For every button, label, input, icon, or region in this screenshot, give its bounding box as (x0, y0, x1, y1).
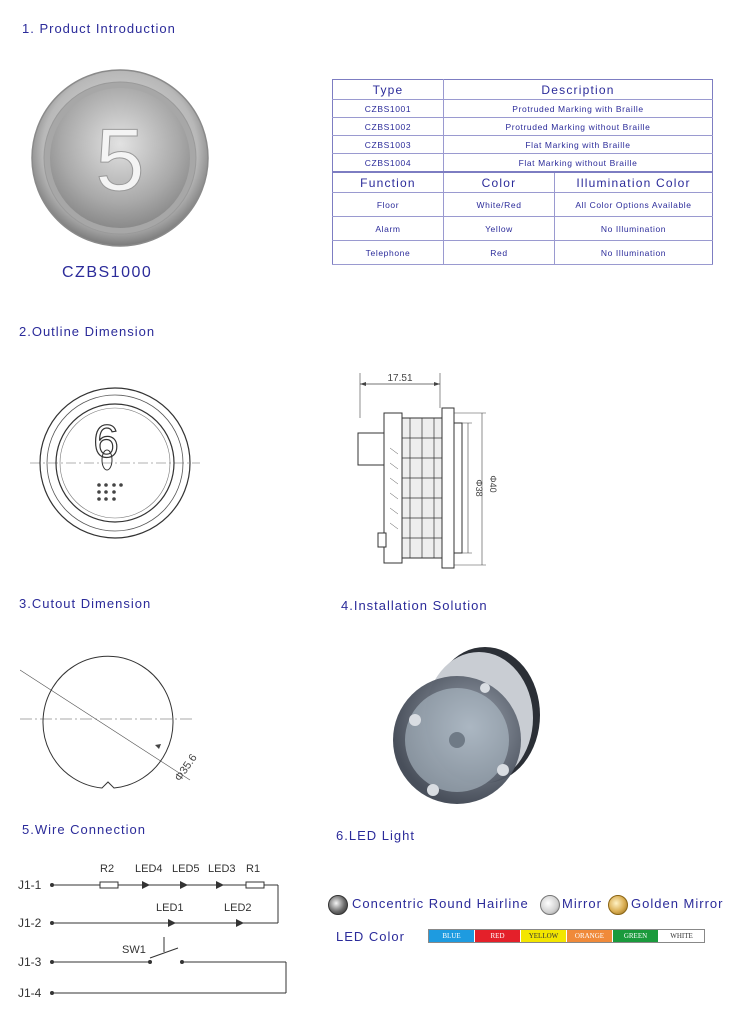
component-label: LED5 (172, 863, 200, 875)
section-title-cutout-dimension: 3.Cutout Dimension (19, 596, 152, 611)
mirror-swatch-icon (540, 895, 560, 915)
outline-digit: 6 (93, 415, 119, 467)
color-cell: Red (444, 241, 555, 265)
component-label: LED2 (224, 902, 252, 914)
section-title-installation-solution: 4.Installation Solution (341, 598, 488, 613)
width-dimension: 17.51 (387, 373, 413, 384)
led-color-red: RED (475, 930, 521, 942)
component-label: R2 (100, 863, 115, 875)
concentric-hairline-swatch-icon (328, 895, 348, 915)
header-function: Function (333, 172, 444, 193)
illumination-cell: No Illumination (555, 241, 713, 265)
table-row (333, 241, 713, 265)
type-cell: CZBS1002 (333, 118, 444, 136)
table-row (333, 100, 713, 118)
led-color-green: GREEN (613, 930, 659, 942)
component-label: LED4 (135, 863, 163, 875)
type-cell: CZBS1004 (333, 154, 444, 173)
header-description: Description (444, 80, 713, 100)
illumination-cell: All Color Options Available (555, 193, 713, 217)
color-cell: Yellow (444, 217, 555, 241)
function-cell: Floor (333, 193, 444, 217)
description-cell: Flat Marking without Braille (444, 154, 713, 173)
function-cell: Telephone (333, 241, 444, 265)
description-cell: Flat Marking with Braille (444, 136, 713, 154)
wiring-diagram (10, 855, 300, 1005)
push-button-photo (30, 60, 210, 255)
description-cell: Protruded Marking with Braille (444, 100, 713, 118)
product-digit: 5 (95, 110, 145, 209)
component-label: LED3 (208, 863, 236, 875)
cutout-diameter-label: Φ35.6 (172, 752, 200, 784)
section-title-led-light: 6.LED Light (336, 828, 415, 843)
color-cell: White/Red (444, 193, 555, 217)
component-label: SW1 (122, 944, 146, 956)
golden-mirror-swatch-icon (608, 895, 628, 915)
description-cell: Protruded Marking without Braille (444, 118, 713, 136)
section-title-wire-connection: 5.Wire Connection (22, 822, 146, 837)
terminal-label: J1-4 (18, 986, 42, 1000)
led-color-white: WHITE (659, 930, 704, 942)
illumination-cell: No Illumination (555, 217, 713, 241)
component-label: LED1 (156, 902, 184, 914)
header-illumination-color: Illumination Color (555, 172, 713, 193)
finish-concentric-label: Concentric Round Hairline (352, 896, 529, 911)
led-color-blue: BLUE (429, 930, 475, 942)
table-row (333, 118, 713, 136)
terminal-label: J1-2 (18, 916, 42, 930)
terminal-label: J1-1 (18, 878, 42, 892)
table-row (333, 193, 713, 217)
led-color-yellow: YELLOW (521, 930, 567, 942)
header-color: Color (444, 172, 555, 193)
table-row (333, 217, 713, 241)
outline-side-section (350, 368, 510, 578)
inner-diameter-dimension: Φ38 (474, 479, 484, 497)
type-cell: CZBS1001 (333, 100, 444, 118)
type-cell: CZBS1003 (333, 136, 444, 154)
cutout-diagram (20, 640, 230, 805)
outline-front-view (30, 385, 200, 555)
function-cell: Alarm (333, 217, 444, 241)
table-row (333, 136, 713, 154)
component-label: R1 (246, 863, 261, 875)
section-title-outline-dimension: 2.Outline Dimension (19, 324, 156, 339)
product-model-name: CZBS1000 (62, 264, 153, 281)
braille-dots (97, 483, 123, 501)
installation-photo (385, 640, 550, 810)
led-color-label: LED Color (336, 929, 405, 944)
terminal-label: J1-3 (18, 955, 42, 969)
spec-table (332, 79, 713, 265)
led-color-orange: ORANGE (567, 930, 613, 942)
table-row (333, 154, 713, 173)
finish-golden-label: Golden Mirror (631, 896, 724, 911)
led-color-bar (428, 929, 705, 943)
outer-diameter-dimension: Φ40 (488, 475, 498, 493)
header-type: Type (333, 80, 444, 100)
section-title-product-introduction: 1. Product Introduction (22, 21, 176, 36)
finish-mirror-label: Mirror (562, 896, 602, 911)
